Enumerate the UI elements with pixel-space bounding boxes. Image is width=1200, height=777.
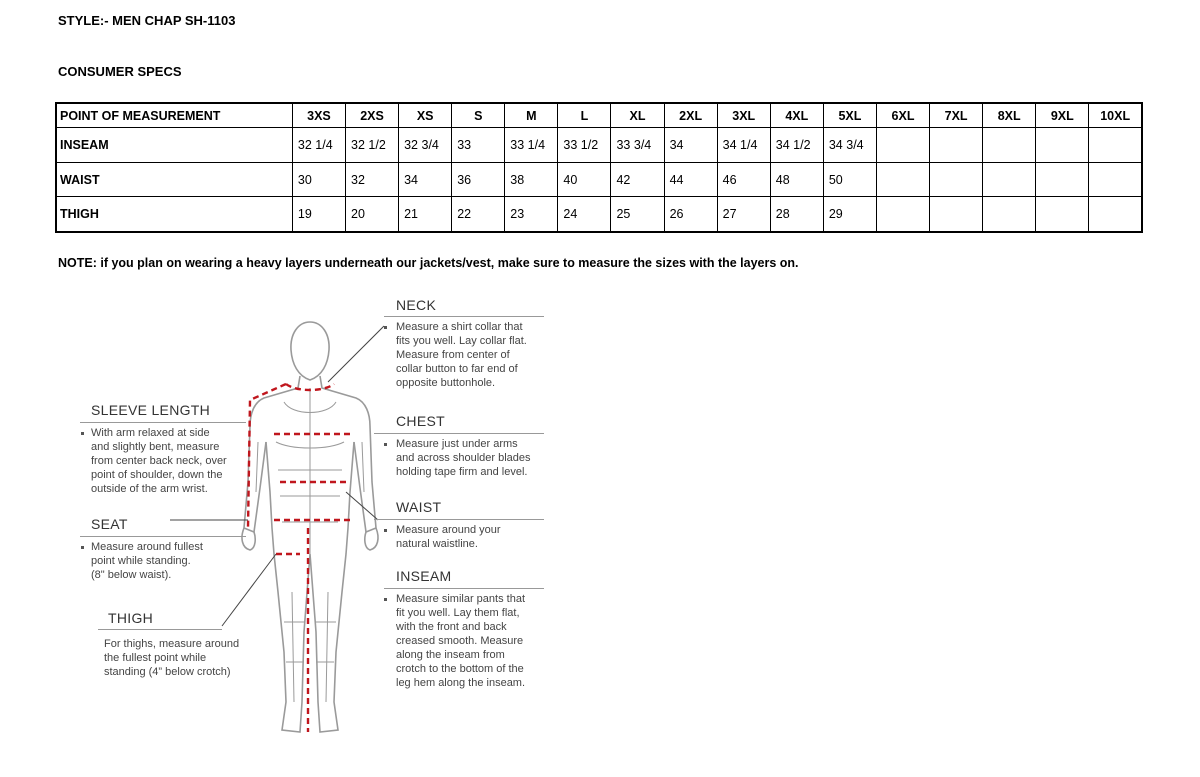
body-outline [242,322,378,732]
table-cell: 40 [558,162,611,197]
header-point-of-measurement: POINT OF MEASUREMENT [56,103,292,128]
table-cell: 32 3/4 [399,128,452,163]
header-size: S [452,103,505,128]
table-cell [983,162,1036,197]
table-cell: 24 [558,197,611,232]
measurement-guide [78,292,558,752]
thigh-rule [98,629,222,630]
table-cell: 33 3/4 [611,128,664,163]
table-cell: 34 [399,162,452,197]
header-size: 4XL [770,103,823,128]
table-cell: 23 [505,197,558,232]
seat-text: Measure around fullest point while standing. (8" below waist). [91,541,203,581]
table-cell: 34 3/4 [823,128,876,163]
row-label: INSEAM [56,128,292,163]
header-size: 8XL [983,103,1036,128]
header-size: M [505,103,558,128]
header-size: XL [611,103,664,128]
header-size: 2XL [664,103,717,128]
seat-title: SEAT [91,516,128,532]
neck-title: NECK [396,297,437,313]
table-cell [983,128,1036,163]
table-cell: 34 [664,128,717,163]
header-size: XS [399,103,452,128]
sleeve-text: With arm relaxed at side and slightly bent, measure from center back neck, over point of shoulder, down the outside of the arm wrist. [91,427,227,495]
table-cell: 36 [452,162,505,197]
waist-bullet [384,529,387,532]
sleeve-bullet [81,432,84,435]
table-cell [1089,162,1142,197]
thigh-title: THIGH [108,610,154,626]
table-cell: 42 [611,162,664,197]
chest-bullet [384,443,387,446]
table-cell: 25 [611,197,664,232]
section-title: CONSUMER SPECS [58,64,182,79]
table-cell [1089,197,1142,232]
chest-title: CHEST [396,413,445,429]
header-size: 2XS [346,103,399,128]
table-cell [1036,128,1089,163]
thigh-text: For thighs, measure around the fullest point while standing (4” below crotch) [104,638,240,678]
table-cell: 38 [505,162,558,197]
header-size: 5XL [823,103,876,128]
inseam-title: INSEAM [396,568,452,584]
table-cell [1036,197,1089,232]
table-cell: 28 [770,197,823,232]
table-cell [876,128,929,163]
table-cell: 33 1/2 [558,128,611,163]
table-cell: 29 [823,197,876,232]
table-cell: 32 [346,162,399,197]
table-cell: 30 [292,162,345,197]
inseam-rule [384,588,544,589]
table-cell [983,197,1036,232]
table-cell: 20 [346,197,399,232]
table-cell: 46 [717,162,770,197]
table-cell [876,197,929,232]
table-cell: 33 1/4 [505,128,558,163]
seat-rule [80,536,246,537]
header-size: 6XL [876,103,929,128]
chest-rule [374,433,544,434]
header-size: L [558,103,611,128]
sleeve-title: SLEEVE LENGTH [91,402,211,418]
table-cell: 50 [823,162,876,197]
seat-bullet [81,546,84,549]
table-cell [1036,162,1089,197]
table-cell: 27 [717,197,770,232]
note-text: NOTE: if you plan on wearing a heavy layers underneath our jackets/vest, make sure to measure the sizes with the layers on. [58,256,799,270]
spec-table [55,102,1143,233]
inseam-text: Measure similar pants that fit you well. Lay them flat, with the front and back creased smooth. Measure along the inseam from crotch to the bottom of the leg hem along the inseam. [396,593,526,689]
table-cell [876,162,929,197]
table-cell: 44 [664,162,717,197]
sleeve-rule [80,422,246,423]
table-cell: 32 1/2 [346,128,399,163]
neck-bullet [384,326,387,329]
table-cell [930,162,983,197]
table-row [56,128,1142,163]
waist-title: WAIST [396,499,442,515]
table-cell: 21 [399,197,452,232]
table-cell: 22 [452,197,505,232]
table-cell: 34 1/2 [770,128,823,163]
table-cell [930,197,983,232]
table-cell: 34 1/4 [717,128,770,163]
header-size: 3XL [717,103,770,128]
neck-rule [384,316,544,317]
row-label: THIGH [56,197,292,232]
waist-rule [374,519,544,520]
table-cell: 48 [770,162,823,197]
header-size: 7XL [930,103,983,128]
table-cell [930,128,983,163]
header-size: 3XS [292,103,345,128]
neck-text: Measure a shirt collar that fits you well. Lay collar flat. Measure from center of collar button to far end of opposite buttonhole. [396,321,527,389]
header-size: 10XL [1089,103,1142,128]
table-cell: 26 [664,197,717,232]
chest-text: Measure just under arms and across shoulder blades holding tape firm and level. [396,438,531,478]
table-cell: 19 [292,197,345,232]
row-label: WAIST [56,162,292,197]
table-cell: 33 [452,128,505,163]
table-row [56,197,1142,232]
waist-text: Measure around your natural waistline. [396,524,501,550]
table-cell: 32 1/4 [292,128,345,163]
table-header-row [56,103,1142,128]
table-cell [1089,128,1142,163]
table-row [56,162,1142,197]
style-title: STYLE:- MEN CHAP SH-1103 [58,13,236,28]
header-size: 9XL [1036,103,1089,128]
inseam-bullet [384,598,387,601]
